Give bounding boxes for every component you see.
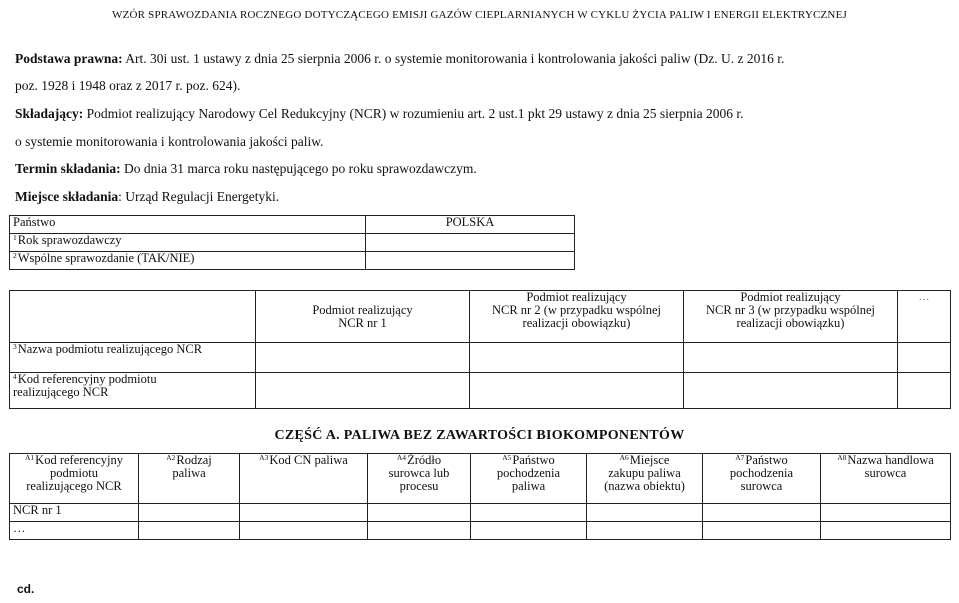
reporting-year-label: $^1$Rok sprawozdawczy — [10, 234, 366, 252]
country-table — [9, 215, 575, 270]
col-a5-header: $^{A5}$Państwo pochodzenia paliwa — [471, 454, 587, 504]
continued-label: cd. — [17, 582, 35, 596]
entity-code-ncr3[interactable] — [684, 373, 898, 409]
place-text: : Urząd Regulacji Energetyki. — [118, 189, 280, 204]
reporting-year-field[interactable] — [366, 234, 575, 252]
row-ncr1-code: NCR nr 1 — [10, 504, 139, 522]
submitter-label: Składający: — [15, 106, 84, 121]
entity-code-ncr1[interactable] — [256, 373, 470, 409]
deadline-label: Termin składania: — [15, 161, 121, 176]
table-cell[interactable] — [139, 504, 240, 522]
legal-basis-text: Art. 30i ust. 1 ustawy z dnia 25 sierpnia 2006 r. o systemie monitorowania i kontrolowania jakości paliw (Dz. U. z 2016 r. — [122, 51, 785, 66]
submitter-line2: o systemie monitorowania i kontrolowania jakości paliw. — [15, 134, 324, 149]
col-a2-header: $^{A2}$Rodzaj paliwa — [139, 454, 240, 504]
submitter-line1 — [15, 106, 744, 122]
table-cell[interactable] — [240, 504, 368, 522]
table-cell[interactable] — [587, 504, 703, 522]
entity-name-more[interactable] — [898, 343, 951, 373]
table-cell[interactable] — [368, 522, 471, 540]
entity-col-ncr1: Podmiot realizujący NCR nr 1 — [256, 291, 470, 343]
col-a7-header: $^{A7}$Państwo pochodzenia surowca — [703, 454, 821, 504]
deadline-line — [15, 161, 477, 177]
table-cell[interactable] — [821, 504, 951, 522]
country-header-value: POLSKA — [366, 216, 575, 234]
entity-code-ncr2[interactable] — [470, 373, 684, 409]
document-header: WZÓR SPRAWOZDANIA ROCZNEGO DOTYCZĄCEGO EMISJI GAZÓW CIEPLARNIANYCH W CYKLU ŻYCIA PALIW I ENERGII ELEKTRYCZNEJ — [112, 9, 847, 21]
table-cell[interactable] — [139, 522, 240, 540]
section-a-title: CZĘŚĆ A. PALIWA BEZ ZAWARTOŚCI BIOKOMPONENTÓW — [274, 428, 685, 443]
entity-name-ncr1[interactable] — [256, 343, 470, 373]
table-cell[interactable] — [703, 504, 821, 522]
entity-col-ncr3: Podmiot realizujący NCR nr 3 (w przypadku wspólnej realizacji obowiązku) — [684, 291, 898, 343]
table-cell[interactable] — [368, 504, 471, 522]
table-cell[interactable] — [471, 522, 587, 540]
place-line — [15, 189, 279, 205]
legal-basis-label: Podstawa prawna: — [15, 51, 123, 66]
entity-name-ncr3[interactable] — [684, 343, 898, 373]
submitter-text: Podmiot realizujący Narodowy Cel Redukcyjny (NCR) w rozumieniu art. 2 ust.1 pkt 29 ustawy z dnia 25 sierpnia 2006 r. — [83, 106, 744, 121]
legal-basis-line1 — [15, 51, 784, 67]
entity-corner-cell — [10, 291, 256, 343]
col-a3-header: $^{A3}$Kod CN paliwa — [240, 454, 368, 504]
entity-col-ncr2: Podmiot realizujący NCR nr 2 (w przypadku wspólnej realizacji obowiązku) — [470, 291, 684, 343]
country-header-label: Państwo — [10, 216, 366, 234]
col-a8-header: $^{A8}$Nazwa handlowa surowca — [821, 454, 951, 504]
legal-basis-line2: poz. 1928 i 1948 oraz z 2017 r. poz. 624). — [15, 78, 241, 93]
col-a1-header: $^{A1}$Kod referencyjny podmiotu realizującego NCR — [10, 454, 139, 504]
col-a4-header: $^{A4}$Źródło surowca lub procesu — [368, 454, 471, 504]
entity-name-label: $^3$Nazwa podmiotu realizującego NCR — [10, 343, 256, 373]
table-cell[interactable] — [240, 522, 368, 540]
entity-code-more[interactable] — [898, 373, 951, 409]
entity-code-label: $^4$Kod referencyjny podmiotu realizującego NCR — [10, 373, 256, 409]
table-cell[interactable] — [703, 522, 821, 540]
joint-report-label: $^2$Wspólne sprawozdanie (TAK/NIE) — [10, 252, 366, 270]
deadline-text: Do dnia 31 marca roku następującego po roku sprawozdawczym. — [120, 161, 477, 176]
entity-name-ncr2[interactable] — [470, 343, 684, 373]
table-cell[interactable] — [821, 522, 951, 540]
row-more-code: … — [10, 522, 139, 540]
entity-col-more: … — [898, 291, 951, 343]
section-a-table — [9, 453, 951, 540]
table-cell[interactable] — [587, 522, 703, 540]
place-label: Miejsce składania — [15, 189, 119, 204]
col-a6-header: $^{A6}$Miejsce zakupu paliwa (nazwa obiektu) — [587, 454, 703, 504]
entity-table — [9, 290, 951, 409]
joint-report-field[interactable] — [366, 252, 575, 270]
table-cell[interactable] — [471, 504, 587, 522]
